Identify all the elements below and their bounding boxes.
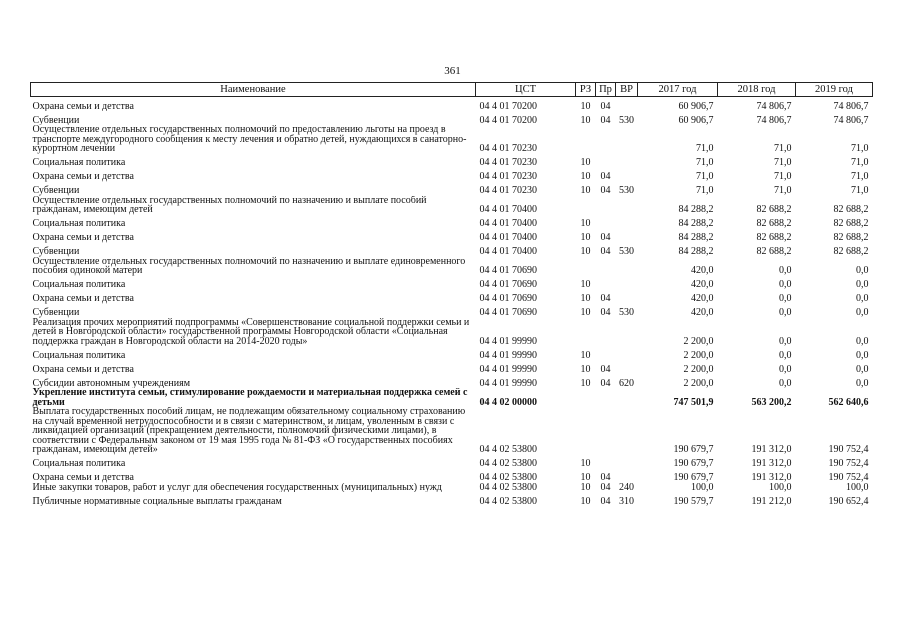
cell-name: Охрана семьи и детства bbox=[32, 363, 134, 374]
table-row bbox=[31, 374, 873, 388]
cell-2017: 2 200,0 bbox=[683, 363, 714, 374]
cell-pr: 04 bbox=[600, 307, 611, 318]
table-body bbox=[31, 97, 873, 507]
cell-cst: 04 4 01 70690 bbox=[479, 265, 537, 276]
cell-vr bbox=[616, 196, 638, 215]
cell-name: Выплата государственных пособий лицам, не подлежащим обязательному социальному страхованию на случай временной нетрудоспособности и в связи с материнством, и лицам, уволенным в связи с ликвидацией организаций (прекращением деятельности, полномочий физическими лицами), в соответствии с Федеральным законом от 19 мая 1995 года № 81-ФЗ «О государственных пособиях гражданам, имеющим детей» bbox=[32, 407, 466, 455]
table-row bbox=[31, 215, 873, 229]
cell-name: Публичные нормативные социальные выплаты гражданам bbox=[32, 495, 282, 506]
cell-rz: 10 bbox=[580, 232, 591, 243]
cell-pr: 04 bbox=[600, 185, 611, 196]
cell-pr: 04 bbox=[600, 472, 611, 483]
cell-vr: 530 bbox=[619, 114, 634, 125]
cell-pr bbox=[596, 215, 616, 229]
cell-cst: 04 4 01 70200 bbox=[479, 114, 537, 125]
cell-name: Субвенции bbox=[32, 307, 80, 318]
cell-rz: 10 bbox=[580, 458, 591, 469]
cell-2019: 74 806,7 bbox=[833, 100, 869, 111]
cell-pr: 04 bbox=[600, 171, 611, 182]
cell-name: Охрана семьи и детства bbox=[32, 293, 134, 304]
cell-name: Субсидии автономным учреждениям bbox=[32, 377, 191, 388]
cell-2017: 2 200,0 bbox=[683, 335, 714, 346]
cell-vr: 530 bbox=[619, 307, 634, 318]
cell-name: Осуществление отдельных государственных полномочий по предоставлению льготы на проезд в транспорте междугородного сообщения к месту лечения и обратно детей, нуждающихся в санаторно-курортном лечении bbox=[32, 125, 467, 154]
cell-vr bbox=[616, 257, 638, 276]
cell-rz: 10 bbox=[580, 279, 591, 290]
table-row bbox=[31, 360, 873, 374]
cell-2018: 563 200,2 bbox=[751, 396, 792, 407]
cell-2017: 190 679,7 bbox=[673, 444, 714, 455]
cell-rz bbox=[576, 196, 596, 215]
cell-vr bbox=[616, 346, 638, 360]
table-row bbox=[31, 346, 873, 360]
cell-2018: 82 688,2 bbox=[756, 218, 792, 229]
table-row bbox=[31, 407, 873, 455]
cell-2017: 84 288,2 bbox=[678, 218, 714, 229]
table-row bbox=[31, 388, 873, 407]
cell-cst: 04 4 02 53800 bbox=[479, 482, 537, 492]
cell-vr bbox=[616, 290, 638, 304]
cell-rz bbox=[576, 318, 596, 347]
header-2019: 2019 год bbox=[796, 83, 873, 97]
cell-rz: 10 bbox=[580, 246, 591, 257]
cell-cst: 04 4 02 53800 bbox=[479, 458, 537, 469]
cell-2018: 0,0 bbox=[779, 349, 792, 360]
cell-2019: 82 688,2 bbox=[833, 246, 869, 257]
cell-2019: 82 688,2 bbox=[833, 218, 869, 229]
cell-2019: 71,0 bbox=[851, 185, 869, 196]
cell-2019: 82 688,2 bbox=[833, 232, 869, 243]
cell-2017: 747 501,9 bbox=[673, 396, 714, 407]
cell-2019: 0,0 bbox=[856, 363, 869, 374]
table-row bbox=[31, 196, 873, 215]
cell-vr bbox=[616, 97, 638, 112]
cell-vr bbox=[616, 168, 638, 182]
cell-rz bbox=[576, 407, 596, 455]
cell-rz: 10 bbox=[580, 218, 591, 229]
cell-2019: 190 752,4 bbox=[828, 458, 869, 469]
cell-2018: 191 312,0 bbox=[751, 444, 792, 455]
cell-cst: 04 4 01 70690 bbox=[479, 307, 537, 318]
cell-2019: 74 806,7 bbox=[833, 114, 869, 125]
cell-cst: 04 4 01 70400 bbox=[479, 218, 537, 229]
cell-2018: 82 688,2 bbox=[756, 246, 792, 257]
cell-2018: 0,0 bbox=[779, 363, 792, 374]
cell-2018: 71,0 bbox=[774, 185, 792, 196]
cell-rz: 10 bbox=[580, 100, 591, 111]
cell-2018: 191 312,0 bbox=[751, 472, 792, 483]
cell-pr bbox=[596, 346, 616, 360]
cell-pr bbox=[596, 276, 616, 290]
cell-2018: 191 312,0 bbox=[751, 458, 792, 469]
cell-2018: 74 806,7 bbox=[756, 114, 792, 125]
cell-rz: 10 bbox=[580, 293, 591, 304]
cell-name: Реализация прочих мероприятий подпрограммы «Совершенствование социальной поддержки семьи и детей в Новгородской области» государственной программы Новгородской области «Социальная поддержка граждан в Новгородской области на 2014-2020 годы» bbox=[32, 317, 470, 346]
cell-vr bbox=[616, 388, 638, 407]
cell-pr bbox=[596, 318, 616, 347]
header-cst: ЦСТ bbox=[476, 83, 576, 97]
cell-2018: 71,0 bbox=[774, 143, 792, 154]
header-2017: 2017 год bbox=[638, 83, 718, 97]
cell-2018: 0,0 bbox=[779, 377, 792, 388]
cell-rz bbox=[576, 125, 596, 154]
cell-2019: 190 752,4 bbox=[828, 444, 869, 455]
cell-rz bbox=[576, 388, 596, 407]
cell-pr: 04 bbox=[600, 363, 611, 374]
cell-name: Социальная политика bbox=[32, 157, 126, 168]
cell-2017: 420,0 bbox=[691, 293, 714, 304]
cell-name: Охрана семьи и детства bbox=[32, 472, 134, 483]
cell-cst: 04 4 01 70690 bbox=[479, 279, 537, 290]
table-row bbox=[31, 229, 873, 243]
cell-pr: 04 bbox=[600, 293, 611, 304]
cell-2019: 0,0 bbox=[856, 293, 869, 304]
cell-cst: 04 4 01 70230 bbox=[479, 157, 537, 168]
cell-rz: 10 bbox=[580, 171, 591, 182]
table-row bbox=[31, 455, 873, 469]
cell-vr bbox=[616, 407, 638, 455]
cell-2018: 0,0 bbox=[779, 335, 792, 346]
cell-2017: 2 200,0 bbox=[683, 377, 714, 388]
cell-rz: 10 bbox=[580, 185, 591, 196]
cell-2017: 84 288,2 bbox=[678, 204, 714, 215]
cell-name: Субвенции bbox=[32, 114, 80, 125]
cell-2019: 71,0 bbox=[851, 143, 869, 154]
table-row bbox=[31, 318, 873, 347]
cell-2019: 190 752,4 bbox=[828, 472, 869, 483]
cell-rz: 10 bbox=[580, 377, 591, 388]
cell-2018: 0,0 bbox=[779, 279, 792, 290]
cell-2019: 0,0 bbox=[856, 307, 869, 318]
cell-cst: 04 4 02 00000 bbox=[479, 396, 537, 407]
cell-2017: 2 200,0 bbox=[683, 349, 714, 360]
header-pr: Пр bbox=[596, 83, 616, 97]
cell-vr bbox=[616, 215, 638, 229]
cell-2017: 190 579,7 bbox=[673, 495, 714, 506]
cell-pr: 04 bbox=[600, 114, 611, 125]
cell-name: Охрана семьи и детства bbox=[32, 232, 134, 243]
cell-rz: 10 bbox=[580, 363, 591, 374]
cell-vr bbox=[616, 154, 638, 168]
cell-cst: 04 4 01 99990 bbox=[479, 377, 537, 388]
cell-cst: 04 4 01 99990 bbox=[479, 363, 537, 374]
cell-rz: 10 bbox=[580, 472, 591, 483]
cell-cst: 04 4 02 53800 bbox=[479, 472, 537, 483]
cell-2019: 71,0 bbox=[851, 171, 869, 182]
cell-pr: 04 bbox=[600, 377, 611, 388]
cell-rz: 10 bbox=[580, 495, 591, 506]
table-row bbox=[31, 182, 873, 196]
cell-2017: 71,0 bbox=[696, 157, 714, 168]
table-row bbox=[31, 97, 873, 112]
cell-2017: 71,0 bbox=[696, 185, 714, 196]
cell-pr bbox=[596, 407, 616, 455]
cell-2017: 190 679,7 bbox=[673, 472, 714, 483]
cell-2018: 0,0 bbox=[779, 293, 792, 304]
cell-cst: 04 4 01 70400 bbox=[479, 232, 537, 243]
header-rz: РЗ bbox=[576, 83, 596, 97]
table-row bbox=[31, 257, 873, 276]
cell-2019: 190 652,4 bbox=[828, 495, 869, 506]
cell-2019: 0,0 bbox=[856, 265, 869, 276]
cell-pr: 04 bbox=[600, 482, 611, 492]
cell-2018: 82 688,2 bbox=[756, 232, 792, 243]
cell-name: Иные закупки товаров, работ и услуг для обеспечения государственных (муниципальных) нужд bbox=[32, 482, 442, 492]
cell-pr: 04 bbox=[600, 100, 611, 111]
cell-vr bbox=[616, 125, 638, 154]
cell-name: Социальная политика bbox=[32, 218, 126, 229]
cell-2017: 71,0 bbox=[696, 171, 714, 182]
cell-2019: 71,0 bbox=[851, 157, 869, 168]
cell-2019: 0,0 bbox=[856, 377, 869, 388]
table-header bbox=[31, 83, 873, 97]
cell-vr bbox=[616, 276, 638, 290]
header-vr: ВР bbox=[616, 83, 638, 97]
cell-pr bbox=[596, 455, 616, 469]
cell-2018: 0,0 bbox=[779, 265, 792, 276]
cell-name: Охрана семьи и детства bbox=[32, 171, 134, 182]
cell-rz: 10 bbox=[580, 157, 591, 168]
cell-vr: 240 bbox=[619, 482, 634, 492]
cell-2018: 71,0 bbox=[774, 157, 792, 168]
cell-pr: 04 bbox=[600, 232, 611, 243]
cell-cst: 04 4 01 70230 bbox=[479, 171, 537, 182]
cell-name: Укрепление института семьи, стимулирование рождаемости и материальная поддержка семей с детьми bbox=[32, 388, 468, 407]
cell-pr: 04 bbox=[600, 495, 611, 506]
cell-2018: 71,0 bbox=[774, 171, 792, 182]
table-row bbox=[31, 304, 873, 318]
cell-cst: 04 4 01 70230 bbox=[479, 143, 537, 154]
cell-2019: 0,0 bbox=[856, 335, 869, 346]
cell-rz: 10 bbox=[580, 307, 591, 318]
table-row bbox=[31, 492, 873, 506]
cell-2019: 0,0 bbox=[856, 349, 869, 360]
cell-pr bbox=[596, 388, 616, 407]
cell-cst: 04 4 02 53800 bbox=[479, 444, 537, 455]
cell-rz: 10 bbox=[580, 482, 591, 492]
cell-vr bbox=[616, 455, 638, 469]
table-row bbox=[31, 154, 873, 168]
cell-2018: 82 688,2 bbox=[756, 204, 792, 215]
cell-2019: 0,0 bbox=[856, 279, 869, 290]
cell-2017: 420,0 bbox=[691, 307, 714, 318]
cell-2017: 84 288,2 bbox=[678, 246, 714, 257]
table-row bbox=[31, 168, 873, 182]
table-row bbox=[31, 111, 873, 125]
cell-vr: 530 bbox=[619, 185, 634, 196]
cell-2017: 71,0 bbox=[696, 143, 714, 154]
cell-2019: 82 688,2 bbox=[833, 204, 869, 215]
cell-name: Осуществление отдельных государственных полномочий по назначению и выплате пособий гражданам, имеющим детей bbox=[32, 195, 427, 215]
budget-table bbox=[30, 82, 873, 506]
cell-name: Субвенции bbox=[32, 246, 80, 257]
cell-rz: 10 bbox=[580, 114, 591, 125]
cell-vr bbox=[616, 318, 638, 347]
cell-pr bbox=[596, 125, 616, 154]
header-2018: 2018 год bbox=[718, 83, 796, 97]
cell-vr: 310 bbox=[619, 495, 634, 506]
header-name: Наименование bbox=[31, 83, 476, 97]
cell-name: Социальная политика bbox=[32, 458, 126, 469]
cell-pr bbox=[596, 257, 616, 276]
cell-cst: 04 4 01 70200 bbox=[479, 100, 537, 111]
table-row bbox=[31, 276, 873, 290]
table-row bbox=[31, 243, 873, 257]
cell-2019: 100,0 bbox=[846, 482, 869, 492]
cell-2017: 190 679,7 bbox=[673, 458, 714, 469]
cell-2017: 60 906,7 bbox=[678, 114, 714, 125]
cell-cst: 04 4 01 99990 bbox=[479, 349, 537, 360]
cell-name: Социальная политика bbox=[32, 279, 126, 290]
table-row bbox=[31, 290, 873, 304]
cell-cst: 04 4 02 53800 bbox=[479, 495, 537, 506]
cell-cst: 04 4 01 70400 bbox=[479, 204, 537, 215]
cell-2018: 0,0 bbox=[779, 307, 792, 318]
table-row bbox=[31, 125, 873, 154]
cell-vr bbox=[616, 360, 638, 374]
cell-pr: 04 bbox=[600, 246, 611, 257]
cell-name: Социальная политика bbox=[32, 349, 126, 360]
cell-2017: 60 906,7 bbox=[678, 100, 714, 111]
cell-cst: 04 4 01 70230 bbox=[479, 185, 537, 196]
table-row bbox=[31, 483, 873, 493]
cell-rz: 10 bbox=[580, 349, 591, 360]
cell-2017: 84 288,2 bbox=[678, 232, 714, 243]
cell-rz bbox=[576, 257, 596, 276]
cell-vr bbox=[616, 229, 638, 243]
cell-name: Осуществление отдельных государственных полномочий по назначению и выплате единовременного пособия одинокой матери bbox=[32, 256, 466, 276]
table-row bbox=[31, 469, 873, 483]
cell-2018: 74 806,7 bbox=[756, 100, 792, 111]
cell-name: Субвенции bbox=[32, 185, 80, 196]
cell-2019: 562 640,6 bbox=[828, 396, 869, 407]
cell-pr bbox=[596, 154, 616, 168]
page-number: 361 bbox=[444, 65, 461, 77]
cell-vr: 620 bbox=[619, 377, 634, 388]
cell-2017: 100,0 bbox=[691, 482, 714, 492]
cell-2017: 420,0 bbox=[691, 279, 714, 290]
cell-name: Охрана семьи и детства bbox=[32, 100, 134, 111]
cell-pr bbox=[596, 196, 616, 215]
cell-vr bbox=[616, 469, 638, 483]
cell-cst: 04 4 01 99990 bbox=[479, 335, 537, 346]
cell-2018: 191 212,0 bbox=[751, 495, 792, 506]
cell-cst: 04 4 01 70400 bbox=[479, 246, 537, 257]
cell-vr: 530 bbox=[619, 246, 634, 257]
cell-cst: 04 4 01 70690 bbox=[479, 293, 537, 304]
cell-2018: 100,0 bbox=[769, 482, 792, 492]
cell-2017: 420,0 bbox=[691, 265, 714, 276]
